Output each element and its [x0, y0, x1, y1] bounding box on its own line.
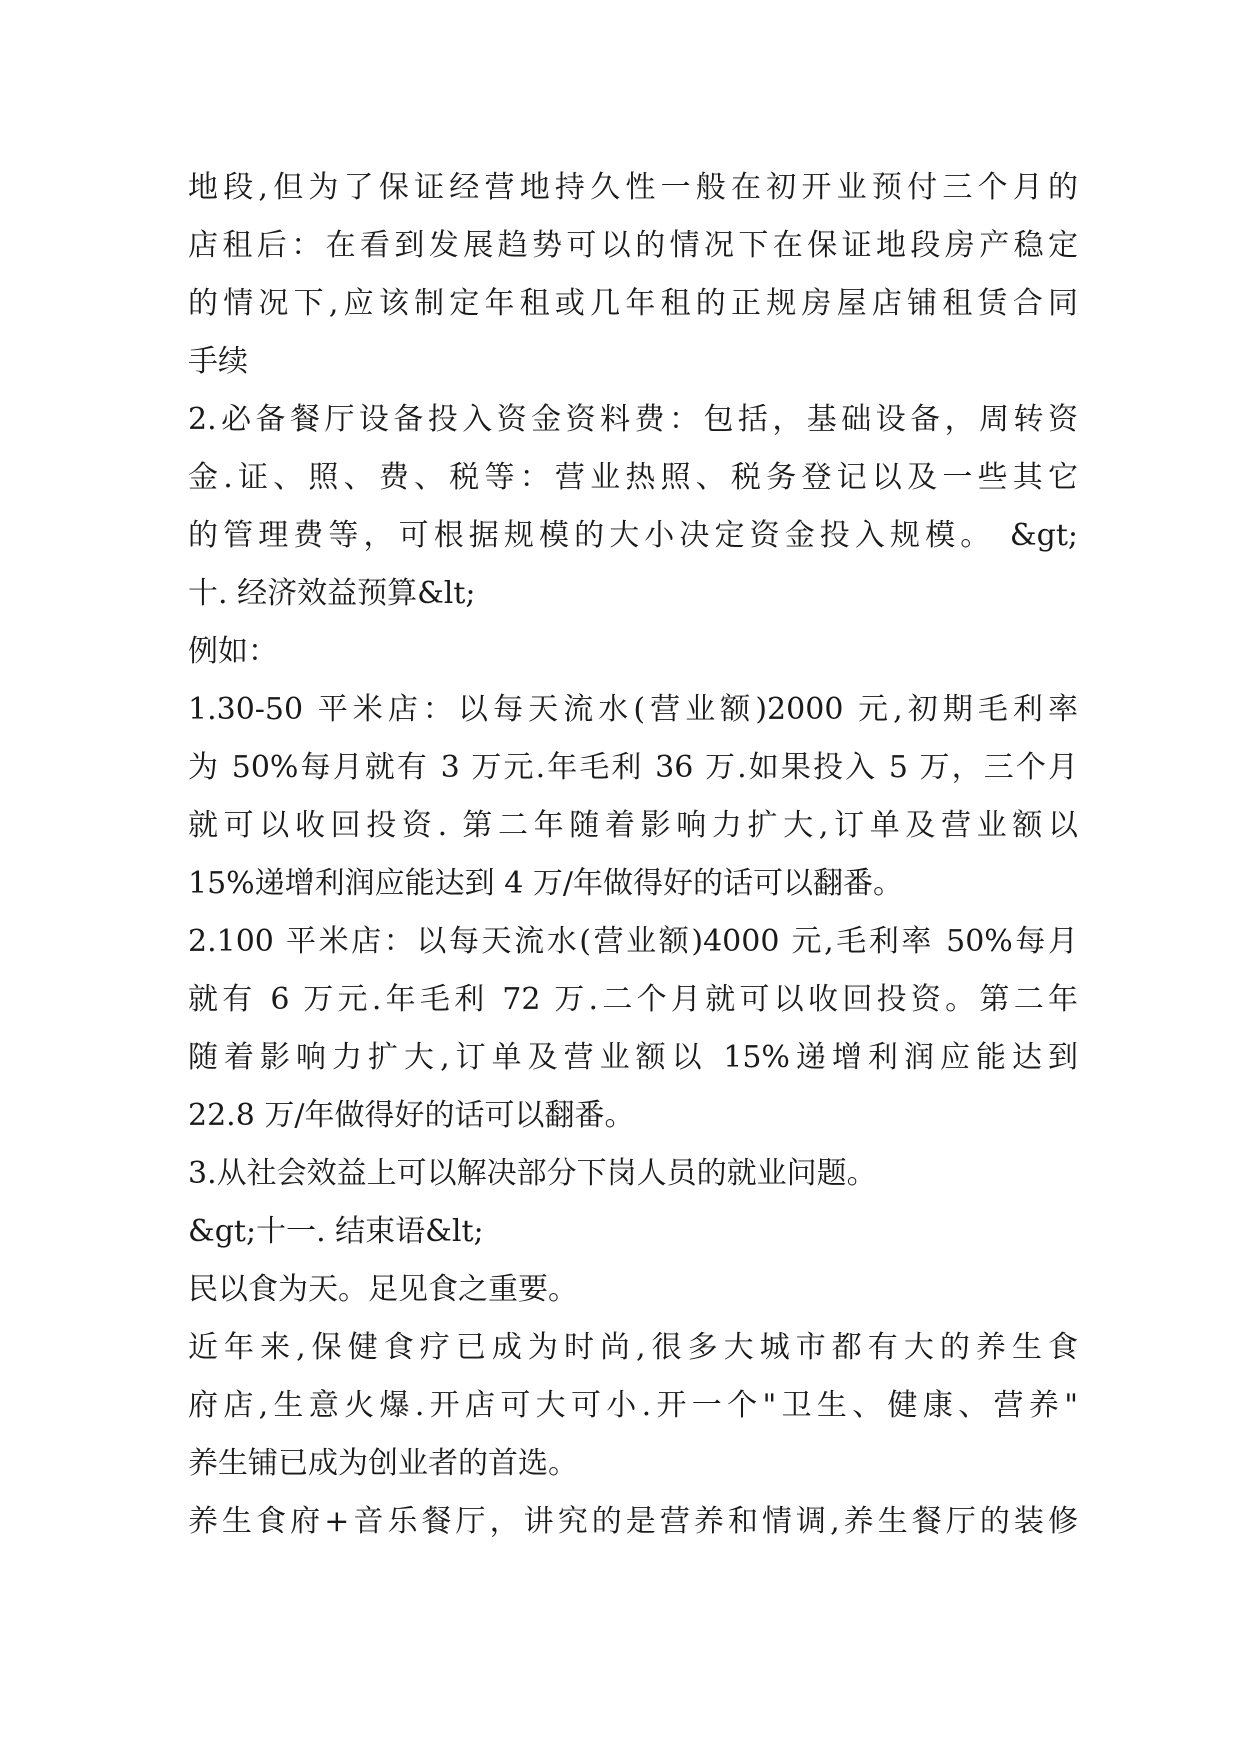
text-line: 随着影响力扩大,订单及营业额以 15%递增利润应能达到	[188, 1040, 1078, 1075]
text-line: 就可以收回投资. 第二年随着影响力扩大,订单及营业额以	[188, 808, 1078, 843]
text-line: 就有 6 万元.年毛利 72 万.二个月就可以收回投资。第二年	[188, 982, 1078, 1017]
text-line: 的管理费等，可根据规模的大小决定资金投入规模。 &gt;	[188, 518, 1078, 553]
text-line: 金.证、照、费、税等：营业热照、税务登记以及一些其它	[188, 460, 1078, 495]
text-line: 养生铺已成为创业者的首选。	[188, 1446, 578, 1481]
text-line: 近年来,保健食疗已成为时尚,很多大城市都有大的养生食	[188, 1330, 1078, 1365]
text-line: 例如：	[188, 634, 278, 669]
text-line: 的情况下,应该制定年租或几年租的正规房屋店铺租赁合同	[188, 286, 1078, 321]
text-line: 2.必备餐厅设备投入资金资料费：包括，基础设备，周转资	[188, 402, 1078, 437]
text-line: 养生食府+音乐餐厅，讲究的是营养和情调,养生餐厅的装修	[188, 1504, 1078, 1539]
text-line: 为 50%每月就有 3 万元.年毛利 36 万.如果投入 5 万，三个月	[188, 750, 1078, 785]
document-body	[188, 159, 1078, 1551]
text-line: 手续	[188, 344, 248, 379]
section-heading: 十. 经济效益预算&lt;	[188, 576, 476, 611]
section-heading: &gt;十一. 结束语&lt;	[188, 1214, 484, 1249]
text-line: 2.100 平米店：以每天流水(营业额)4000 元,毛利率 50%每月	[188, 924, 1078, 959]
text-line: 22.8 万/年做得好的话可以翻番。	[188, 1098, 635, 1133]
text-line: 地段,但为了保证经营地持久性一般在初开业预付三个月的	[188, 170, 1078, 205]
text-line: 3.从社会效益上可以解决部分下岗人员的就业问题。	[188, 1156, 877, 1191]
text-line: 15%递增利润应能达到 4 万/年做得好的话可以翻番。	[188, 866, 903, 901]
text-line: 店租后：在看到发展趋势可以的情况下在保证地段房产稳定	[188, 228, 1078, 263]
text-line: 民以食为天。足见食之重要。	[188, 1272, 578, 1307]
text-line: 1.30-50 平米店：以每天流水(营业额)2000 元,初期毛利率	[188, 692, 1078, 727]
text-line: 府店,生意火爆.开店可大可小.开一个"卫生、健康、营养"	[188, 1388, 1078, 1423]
